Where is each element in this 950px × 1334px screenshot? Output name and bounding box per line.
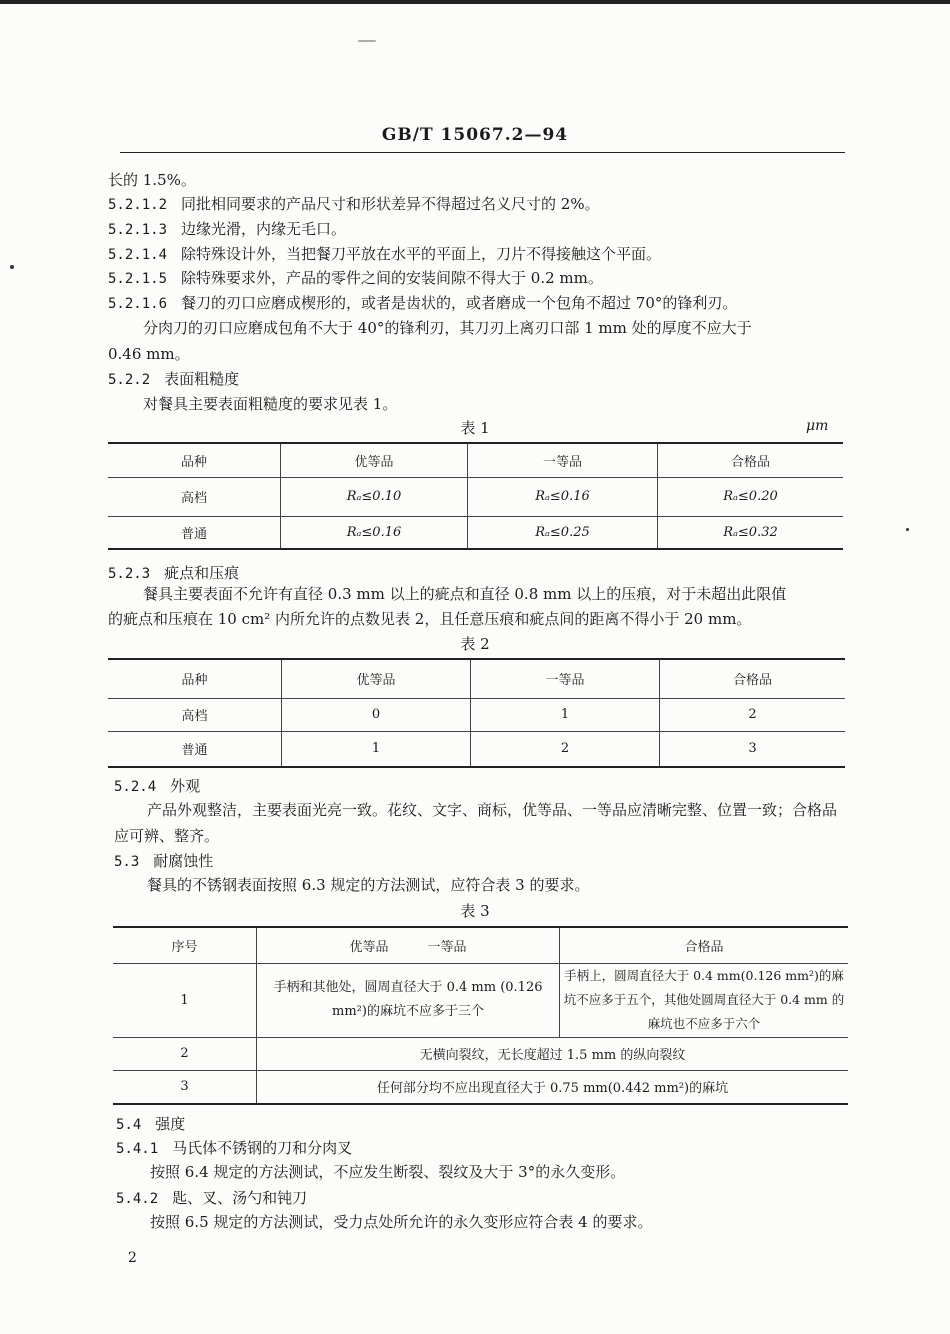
section-number: 5.4.1 bbox=[116, 1141, 159, 1157]
section-number: 5.2.4 bbox=[114, 779, 157, 795]
clause-text: 边缘光滑，内缘无毛口。 bbox=[181, 220, 347, 238]
table-header: 合格品 bbox=[660, 659, 846, 698]
table-header: 优等品 一等品 bbox=[257, 927, 560, 963]
clause-text: 除特殊要求外，产品的零件之间的安装间隙不得大于 0.2 mm。 bbox=[181, 269, 603, 287]
paragraph: 长的 1.5%。 bbox=[108, 171, 196, 189]
document-header: GB/T 15067.2—94 bbox=[381, 125, 569, 145]
section-title: 外观 bbox=[170, 777, 201, 795]
clause-text: 餐刀的刃口应磨成楔形的，或者是齿状的，或者磨成一个包角不超过 70°的锋利刃。 bbox=[181, 294, 738, 312]
clause-number: 5.2.1.2 bbox=[108, 197, 168, 213]
scan-top-border bbox=[0, 0, 950, 4]
section-5-4 bbox=[116, 1114, 185, 1135]
section-number: 5.2.3 bbox=[108, 566, 151, 582]
table-header: 品种 bbox=[108, 659, 282, 698]
section-title: 强度 bbox=[155, 1115, 186, 1133]
scan-speck bbox=[10, 265, 14, 269]
paragraph: 0.46 mm。 bbox=[108, 345, 190, 363]
table-cell: 普通 bbox=[108, 731, 282, 767]
clause-number: 5.2.1.6 bbox=[108, 296, 168, 312]
table-cell: 2 bbox=[113, 1037, 257, 1070]
section-5-3 bbox=[114, 851, 213, 872]
section-title: 马氏体不锈钢的刀和分肉叉 bbox=[172, 1139, 353, 1157]
table-cell: Rₐ≤0.10 bbox=[281, 477, 468, 516]
table-cell: 无横向裂纹，无长度超过 1.5 mm 的纵向裂纹 bbox=[257, 1037, 849, 1070]
table-cell: 3 bbox=[113, 1070, 257, 1104]
clause-5-2-1-6 bbox=[108, 293, 737, 314]
table-2-caption: 表 2 bbox=[460, 635, 490, 653]
section-title: 匙、叉、汤勺和钝刀 bbox=[172, 1189, 308, 1207]
clause-number: 5.2.1.4 bbox=[108, 247, 168, 263]
section-number: 5.3 bbox=[114, 854, 140, 870]
table-header: 一等品 bbox=[471, 659, 660, 698]
table-cell: Rₐ≤0.32 bbox=[658, 516, 844, 549]
clause-number: 5.2.1.3 bbox=[108, 222, 168, 238]
section-title: 耐腐蚀性 bbox=[153, 852, 214, 870]
clause-5-2-1-5 bbox=[108, 268, 603, 289]
section-5-2-3 bbox=[108, 563, 239, 584]
paragraph: 产品外观整洁，主要表面光亮一致。花纹、文字、商标，优等品、一等品应清晰完整、位置一致；合格品 bbox=[147, 801, 838, 819]
table-cell: Rₐ≤0.16 bbox=[468, 477, 658, 516]
table-cell: 0 bbox=[282, 698, 471, 731]
table-1 bbox=[108, 442, 843, 550]
table-cell: 2 bbox=[660, 698, 846, 731]
table-header: 合格品 bbox=[658, 443, 844, 477]
paragraph: 对餐具主要表面粗糙度的要求见表 1。 bbox=[143, 395, 398, 413]
table-cell: 1 bbox=[282, 731, 471, 767]
paragraph: 按照 6.5 规定的方法测试，受力点处所允许的永久变形应符合表 4 的要求。 bbox=[150, 1213, 653, 1231]
section-5-4-2 bbox=[116, 1188, 307, 1209]
table-2 bbox=[108, 658, 845, 768]
section-title: 疵点和压痕 bbox=[164, 564, 240, 582]
paragraph: 分肉刀的刃口应磨成包角不大于 40°的锋利刃，其刀刃上离刃口部 1 mm 处的厚度不应大于 bbox=[143, 319, 752, 337]
table-header: 优等品 bbox=[281, 443, 468, 477]
table-header: 合格品 bbox=[560, 927, 849, 963]
table-cell: 1 bbox=[113, 963, 257, 1037]
table-header: 一等品 bbox=[468, 443, 658, 477]
table-cell: 高档 bbox=[108, 477, 281, 516]
table-header: 序号 bbox=[113, 927, 257, 963]
table-cell: Rₐ≤0.20 bbox=[658, 477, 844, 516]
clause-text: 同批相同要求的产品尺寸和形状差异不得超过名义尺寸的 2%。 bbox=[181, 195, 600, 213]
table-cell: 3 bbox=[660, 731, 846, 767]
table-cell: 普通 bbox=[108, 516, 281, 549]
clause-5-2-1-4 bbox=[108, 244, 661, 265]
table-cell: 手柄上，圆周直径大于 0.4 mm(0.126 mm²)的麻坑不应多于五个，其他处圆周直径大于 0.4 mm 的麻坑也不应多于六个 bbox=[560, 963, 849, 1037]
table-3 bbox=[113, 926, 848, 1105]
paragraph: 餐具主要表面不允许有直径 0.3 mm 以上的疵点和直径 0.8 mm 以上的压痕，对于未超出此限值 bbox=[143, 585, 787, 603]
section-title: 表面粗糙度 bbox=[164, 370, 240, 388]
table-cell: Rₐ≤0.16 bbox=[281, 516, 468, 549]
table-cell: 任何部分均不应出现直径大于 0.75 mm(0.442 mm²)的麻坑 bbox=[257, 1070, 849, 1104]
paragraph: 餐具的不锈钢表面按照 6.3 规定的方法测试，应符合表 3 的要求。 bbox=[147, 876, 590, 894]
table-header: 品种 bbox=[108, 443, 281, 477]
table-cell: 高档 bbox=[108, 698, 282, 731]
section-5-4-1 bbox=[116, 1138, 352, 1159]
table-cell: 手柄和其他处，圆周直径大于 0.4 mm (0.126 mm²)的麻坑不应多于三个 bbox=[257, 963, 560, 1037]
table-1-unit: μm bbox=[806, 418, 829, 434]
clause-number: 5.2.1.5 bbox=[108, 271, 168, 287]
header-rule bbox=[120, 152, 845, 153]
section-number: 5.2.2 bbox=[108, 372, 151, 388]
section-number: 5.4.2 bbox=[116, 1191, 159, 1207]
section-5-2-2 bbox=[108, 369, 239, 390]
table-1-caption: 表 1 bbox=[460, 419, 490, 437]
paragraph: 的疵点和压痕在 10 cm² 内所允许的点数见表 2，且任意压痕和疵点间的距离不得小于 20 mm。 bbox=[108, 610, 752, 628]
table-cell: 2 bbox=[471, 731, 660, 767]
scan-speck bbox=[906, 528, 909, 531]
paragraph: 应可辨、整齐。 bbox=[114, 827, 220, 845]
table-3-caption: 表 3 bbox=[460, 902, 490, 920]
paragraph: 按照 6.4 规定的方法测试，不应发生断裂、裂纹及大于 3°的永久变形。 bbox=[150, 1163, 626, 1181]
scan-speck bbox=[358, 40, 376, 42]
page-number: 2 bbox=[128, 1250, 137, 1266]
section-5-2-4 bbox=[114, 776, 200, 797]
table-header: 优等品 bbox=[282, 659, 471, 698]
clause-5-2-1-2 bbox=[108, 194, 600, 215]
section-number: 5.4 bbox=[116, 1117, 142, 1133]
table-cell: Rₐ≤0.25 bbox=[468, 516, 658, 549]
clause-text: 除特殊设计外，当把餐刀平放在水平的平面上，刀片不得接触这个平面。 bbox=[181, 245, 662, 263]
table-cell: 1 bbox=[471, 698, 660, 731]
clause-5-2-1-3 bbox=[108, 219, 346, 240]
